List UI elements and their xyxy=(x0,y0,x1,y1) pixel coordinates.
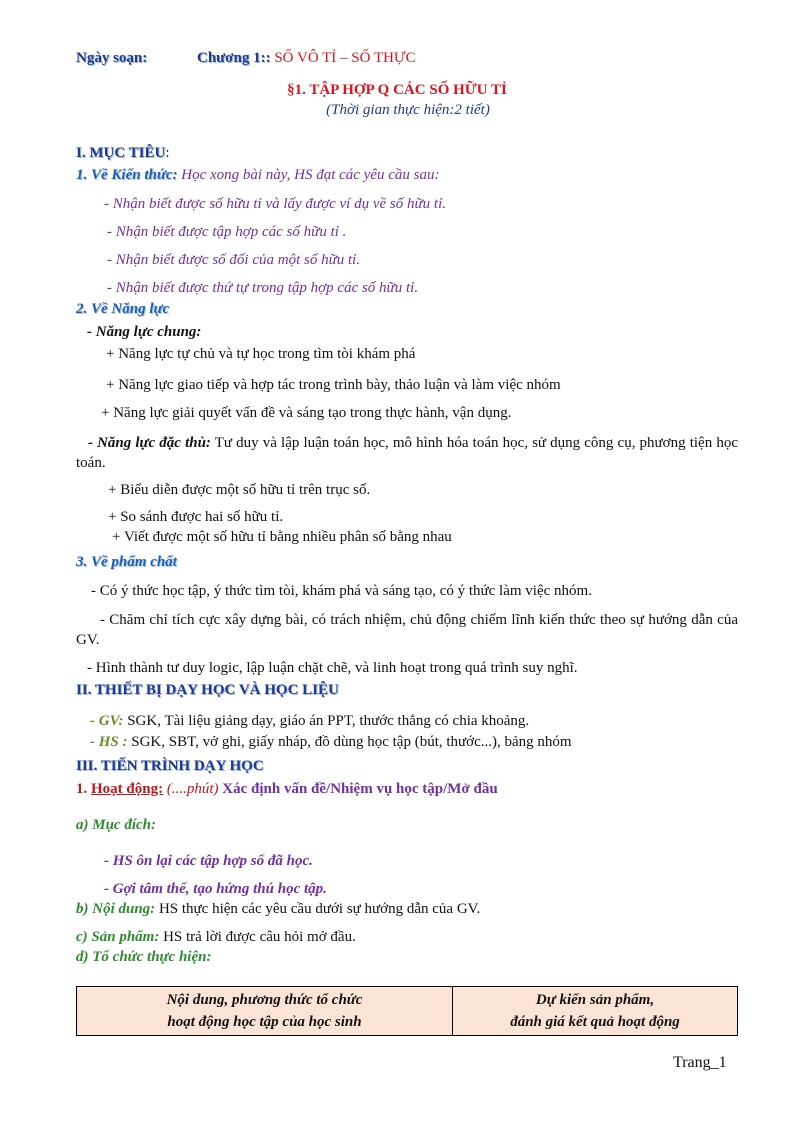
activity-table xyxy=(76,986,738,1036)
quality-item: - Có ý thức học tập, ý thức tìm tòi, khám phá và sáng tạo, có ý thức làm việc nhóm. xyxy=(91,583,592,599)
specific-item: + Biểu diễn được một số hữu tỉ trên trục số. xyxy=(108,482,371,498)
knowledge-item: - Nhận biết được thứ tự trong tập hợp các số hữu tỉ. xyxy=(107,280,419,296)
purpose-label: a) Mục đích: xyxy=(76,817,156,833)
equipment-hs: - HS : SGK, SBT, vở ghi, giấy nháp, đồ dùng học tập (bút, thước...), bảng nhóm xyxy=(90,734,572,750)
specific-item: + So sánh được hai số hữu tỉ. xyxy=(108,509,284,525)
header-line xyxy=(76,49,147,67)
specific-competence-label: - Năng lực đặc thù: xyxy=(88,435,211,451)
activity-line: 1. Hoạt động: (....phút) Xác định vấn đề/Nhiệm vụ học tập/Mở đầu xyxy=(76,781,498,797)
knowledge-intro: Học xong bài này, HS đạt các yêu cầu sau: xyxy=(177,167,440,183)
chapter-line xyxy=(197,49,416,67)
gv-label: - GV: xyxy=(90,713,124,729)
general-item: + Năng lực tự chủ và tự học trong tìm tòi khám phá xyxy=(106,346,416,362)
process-heading: III. TIẾN TRÌNH DẠY HỌC xyxy=(76,758,264,774)
chapter-label: Chương 1:: xyxy=(197,50,271,66)
purpose-item: - HS ôn lại các tập hợp số đã học. xyxy=(104,853,313,869)
page-number: Trang_1 xyxy=(673,1054,727,1071)
purpose-item: - Gợi tâm thế, tạo hứng thú học tập. xyxy=(104,881,327,897)
table-row xyxy=(77,987,738,1036)
knowledge-line xyxy=(76,166,440,184)
activity-title: Xác định vấn đề/Nhiệm vụ học tập/Mở đầu xyxy=(218,781,498,797)
knowledge-item: - Nhận biết được tập hợp các số hữu tỉ . xyxy=(107,224,347,240)
quality-item: - Chăm chỉ tích cực xây dựng bài, có trách nhiệm, chủ động chiếm lĩnh kiến thức theo sự hướng dẫn của GV. xyxy=(76,612,738,648)
date-label: Ngày soạn: xyxy=(76,50,148,66)
table-header-cell: Dự kiến sản phẩm, đánh giá kết quả hoạt động xyxy=(453,987,738,1036)
lesson-duration: (Thời gian thực hiện:2 tiết) xyxy=(326,102,490,118)
objectives-heading: I. MỤC TIÊU: xyxy=(76,145,170,161)
product-line: c) Sản phẩm: HS trả lời được câu hỏi mở đầu. xyxy=(76,929,356,945)
knowledge-item: - Nhận biết được số đối của một số hữu tỉ. xyxy=(107,252,361,268)
activity-label: Hoạt động: xyxy=(91,781,164,797)
competence-heading: 2. Về Năng lực xyxy=(76,301,170,317)
specific-item: + Viết được một số hữu tỉ bằng nhiều phân số bằng nhau xyxy=(112,529,452,545)
general-competence-label: - Năng lực chung: xyxy=(87,324,202,340)
equipment-gv: - GV: SGK, Tài liệu giảng dạy, giáo án PPT, thước thẳng có chia khoảng. xyxy=(90,713,530,729)
chapter-title: SỐ VÔ TỈ – SỐ THỰC xyxy=(274,50,416,66)
equipment-heading: II. THIẾT BỊ DẠY HỌC VÀ HỌC LIỆU xyxy=(76,682,339,698)
general-item: + Năng lực giao tiếp và hợp tác trong trình bày, thảo luận và làm việc nhóm xyxy=(106,377,561,393)
quality-heading: 3. Về phẩm chất xyxy=(76,554,177,570)
knowledge-item: - Nhận biết được số hữu tỉ và lấy được ví dụ về số hữu tỉ. xyxy=(104,196,447,212)
content-line: b) Nội dung: HS thực hiện các yêu cầu dưới sự hướng dẫn của GV. xyxy=(76,901,481,917)
knowledge-label: 1. Về Kiến thức: xyxy=(76,167,178,183)
table-header-cell: Nội dung, phương thức tổ chức hoạt động học tập của học sinh xyxy=(77,987,453,1036)
specific-competence: - Năng lực đặc thù: Tư duy và lập luận toán học, mô hình hóa toán học, sử dụng công cụ, phương tiện học toán. xyxy=(76,435,738,471)
organize-label: d) Tổ chức thực hiện: xyxy=(76,949,212,965)
lesson-title: §1. TẬP HỢP Q CÁC SỐ HỮU TỈ xyxy=(287,82,507,98)
hs-label: - HS : xyxy=(90,734,128,750)
quality-item: - Hình thành tư duy logic, lập luận chặt chẽ, và linh hoạt trong quá trình suy nghĩ. xyxy=(87,660,578,676)
general-item: + Năng lực giải quyết vấn đề và sáng tạo trong thực hành, vận dụng. xyxy=(101,405,512,421)
